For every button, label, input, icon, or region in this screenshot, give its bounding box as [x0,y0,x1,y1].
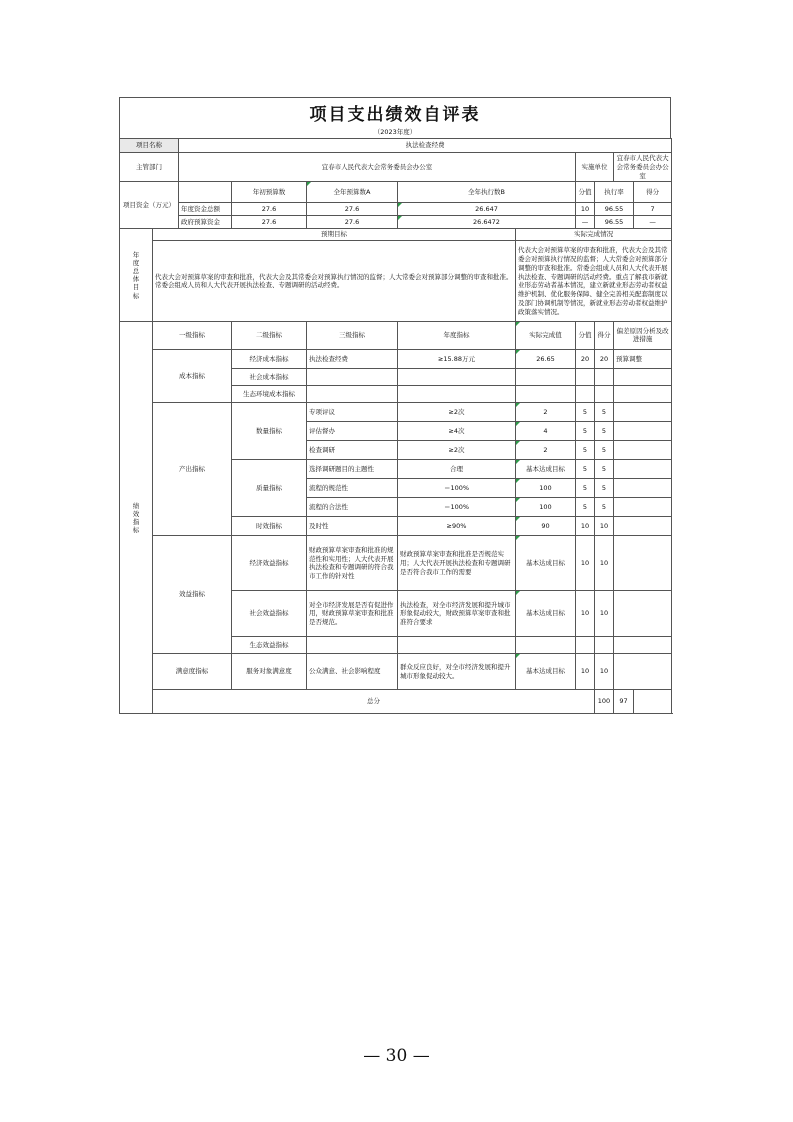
perf-h-l3: 三级指标 [307,322,398,350]
goal-header-row [120,229,672,241]
perf-h-got: 得分 [595,322,614,350]
qty-actual: 2 [516,441,576,460]
funds-row-got: 7 [634,203,672,216]
qty-score: 5 [576,422,595,441]
goal-label-cell [120,229,153,322]
benefit-econ-label: 经济效益指标 [232,536,307,591]
table-row [120,536,672,591]
qty-got: 5 [595,403,614,422]
perf-label-cell [120,322,153,714]
qual-actual: 100 [516,479,576,498]
funds-label: 项目资金（万元） [120,182,179,229]
cost-econ-l3: 执法检查经费 [307,350,398,369]
funds-h-full: 全年预算数A [307,182,398,203]
funds-row-name: 政府预算资金 [179,216,232,229]
satisfaction-got: 10 [595,654,614,690]
cost-econ-actual: 26.65 [516,350,576,369]
cost-econ-got: 20 [595,350,614,369]
funds-row-exec: 26.647 [398,203,576,216]
funds-row-got: — [634,216,672,229]
satisfaction-target: 群众反应良好，对全市经济发展和提升城市形象促动较大。 [398,654,516,690]
total-label: 总分 [153,690,595,714]
benefit-eco-label: 生态效益指标 [232,637,307,654]
l1-cost: 成本指标 [153,350,232,403]
project-name-label: 项目名称 [120,139,179,153]
qty-target: ≥4次 [398,422,516,441]
benefit-social-score: 10 [576,591,595,637]
funds-h-got: 得分 [634,182,672,203]
qual-got: 5 [595,479,614,498]
perf-header-row [120,322,672,350]
funds-row-score: — [576,216,595,229]
evaluation-sheet [119,97,671,714]
satisfaction-score: 10 [576,654,595,690]
l1-benefit: 效益指标 [153,536,232,654]
funds-row-score: 10 [576,203,595,216]
perf-h-target: 年度指标 [398,322,516,350]
funds-header-row [120,182,672,203]
goal-expected: 代表大会对预算草案的审查和批准，代表大会及其常委会对预算执行情况的监督；人大常委会对预算部分调整的审查和批准。常委会组成人员和人大代表开展执法检查、专题调研的活动经费。 [153,241,516,322]
table-row [120,350,672,369]
cost-econ-label: 经济成本指标 [232,350,307,369]
cost-econ-score: 20 [576,350,595,369]
goal-content-row [120,241,672,322]
funds-h-score: 分值 [576,182,595,203]
qual-score: 5 [576,460,595,479]
qual-actual: 基本达成目标 [516,460,576,479]
dept-label: 主管部门 [120,153,179,182]
qty-l3: 专项评议 [307,403,398,422]
satisfaction-l3: 公众满意、社会影响程度 [307,654,398,690]
benefit-econ-target: 财政预算草案审查和批准是否规范实用；人大代表开展执法检查和专题调研是否符合我市工作的需要 [398,536,516,591]
department-row [120,153,672,182]
perf-h-actual: 实际完成值 [516,322,576,350]
total-row [120,690,672,714]
funds-row-budget: 27.6 [232,216,307,229]
goal-actual-label: 实际完成情况 [516,229,672,241]
evaluation-table [119,138,672,714]
total-score: 100 [595,690,614,714]
qual-actual: 100 [516,498,576,517]
funds-h-rate: 执行率 [595,182,634,203]
benefit-econ-actual: 基本达成目标 [516,536,576,591]
title-box [119,97,671,126]
qty-l3: 评估督办 [307,422,398,441]
goal-expected-label: 预期目标 [153,229,516,241]
perf-h-reason: 偏差原因分析及改进措施 [614,322,672,350]
qual-target: 合理 [398,460,516,479]
output-qty-label: 数量指标 [232,403,307,460]
qual-score: 5 [576,479,595,498]
cost-social-label: 社会成本指标 [232,369,307,386]
satisfaction-l2: 服务对象满意度 [232,654,307,690]
qty-score: 5 [576,441,595,460]
qual-l3: 流程的规范性 [307,479,398,498]
perf-label: 绩效指标 [132,501,140,534]
funds-row-full: 27.6 [307,203,398,216]
qual-got: 5 [595,460,614,479]
impl-label: 实施单位 [576,153,614,182]
qty-score: 5 [576,403,595,422]
perf-h-score: 分值 [576,322,595,350]
qty-got: 5 [595,441,614,460]
page-title: 项目支出绩效自评表 [309,104,481,125]
goal-label: 年度总体目标 [132,250,140,300]
qty-l3: 检查调研 [307,441,398,460]
time-target: ≥90% [398,517,516,536]
time-score: 10 [576,517,595,536]
qual-score: 5 [576,498,595,517]
table-row [120,403,672,422]
funds-row-rate: 96.55 [595,216,634,229]
cost-eco-label: 生态环境成本指标 [232,386,307,403]
benefit-econ-l3: 财政预算草案审查和批准的规范性和实用性；人大代表开展执法检查和专题调研的符合我市工作的针对性 [307,536,398,591]
qual-l3: 选择调研题目的主题性 [307,460,398,479]
dept-name: 宜春市人民代表大会常务委员会办公室 [179,153,576,182]
table-row [120,654,672,690]
funds-row-rate: 96.55 [595,203,634,216]
funds-row-exec: 26.6472 [398,216,576,229]
satisfaction-actual: 基本达成目标 [516,654,576,690]
funds-row [120,216,672,229]
time-actual: 90 [516,517,576,536]
funds-row-budget: 27.6 [232,203,307,216]
goal-actual: 代表大会对预算草案的审查和批准，代表大会及其常委会对预算执行情况的监督；人大常委会对预算部分调整的审查和批准。常委会组成人员和人大代表开展执法检查、专题调研的活动经费。重点了解我市新就业形态劳动者基本情况，建立新就业形态劳动者权益维护机制、优化服务保障、健全完善相关配套制度以及部门协调机制等情况，新就业形态劳动者权益维护政策落实情况。 [516,241,672,322]
funds-h-budget: 年初预算数 [232,182,307,203]
cost-econ-reason: 预算调整 [614,350,672,369]
benefit-econ-score: 10 [576,536,595,591]
page-number: — 30 — [363,1046,430,1066]
funds-row-name: 年度资金总额 [179,203,232,216]
l1-output: 产出指标 [153,403,232,536]
qty-actual: 2 [516,403,576,422]
qty-target: ≥2次 [398,403,516,422]
benefit-econ-got: 10 [595,536,614,591]
project-name: 执法检查经费 [179,139,672,153]
benefit-social-l3: 对全市经济发展是否有促进作用，财政预算草案审查和批准是否规范。 [307,591,398,637]
benefit-social-label: 社会效益指标 [232,591,307,637]
cost-econ-target: ≥15.88万元 [398,350,516,369]
qty-target: ≥2次 [398,441,516,460]
output-time-label: 时效指标 [232,517,307,536]
time-l3: 及时性 [307,517,398,536]
time-got: 10 [595,517,614,536]
benefit-social-target: 执法检查，对全市经济发展和提升城市形象促动较大，财政预算草案审查和批准符合要求 [398,591,516,637]
funds-blank [179,182,232,203]
qty-actual: 4 [516,422,576,441]
perf-h-l1: 一级指标 [153,322,232,350]
total-got: 97 [614,690,634,714]
qual-target: ＝100% [398,479,516,498]
perf-h-l2: 二级指标 [232,322,307,350]
l1-satisfaction: 满意度指标 [153,654,232,690]
funds-row-full: 27.6 [307,216,398,229]
qual-got: 5 [595,498,614,517]
funds-h-exec: 全年执行数B [398,182,576,203]
funds-row [120,203,672,216]
impl-name: 宜春市人民代表大会常务委员会办公室 [614,153,672,182]
project-name-row [120,139,672,153]
output-qual-label: 质量指标 [232,460,307,517]
subtitle: （2023年度） [119,126,671,138]
benefit-social-actual: 基本达成目标 [516,591,576,637]
qty-got: 5 [595,422,614,441]
qual-target: ＝100% [398,498,516,517]
qual-l3: 流程的合法性 [307,498,398,517]
benefit-social-got: 10 [595,591,614,637]
